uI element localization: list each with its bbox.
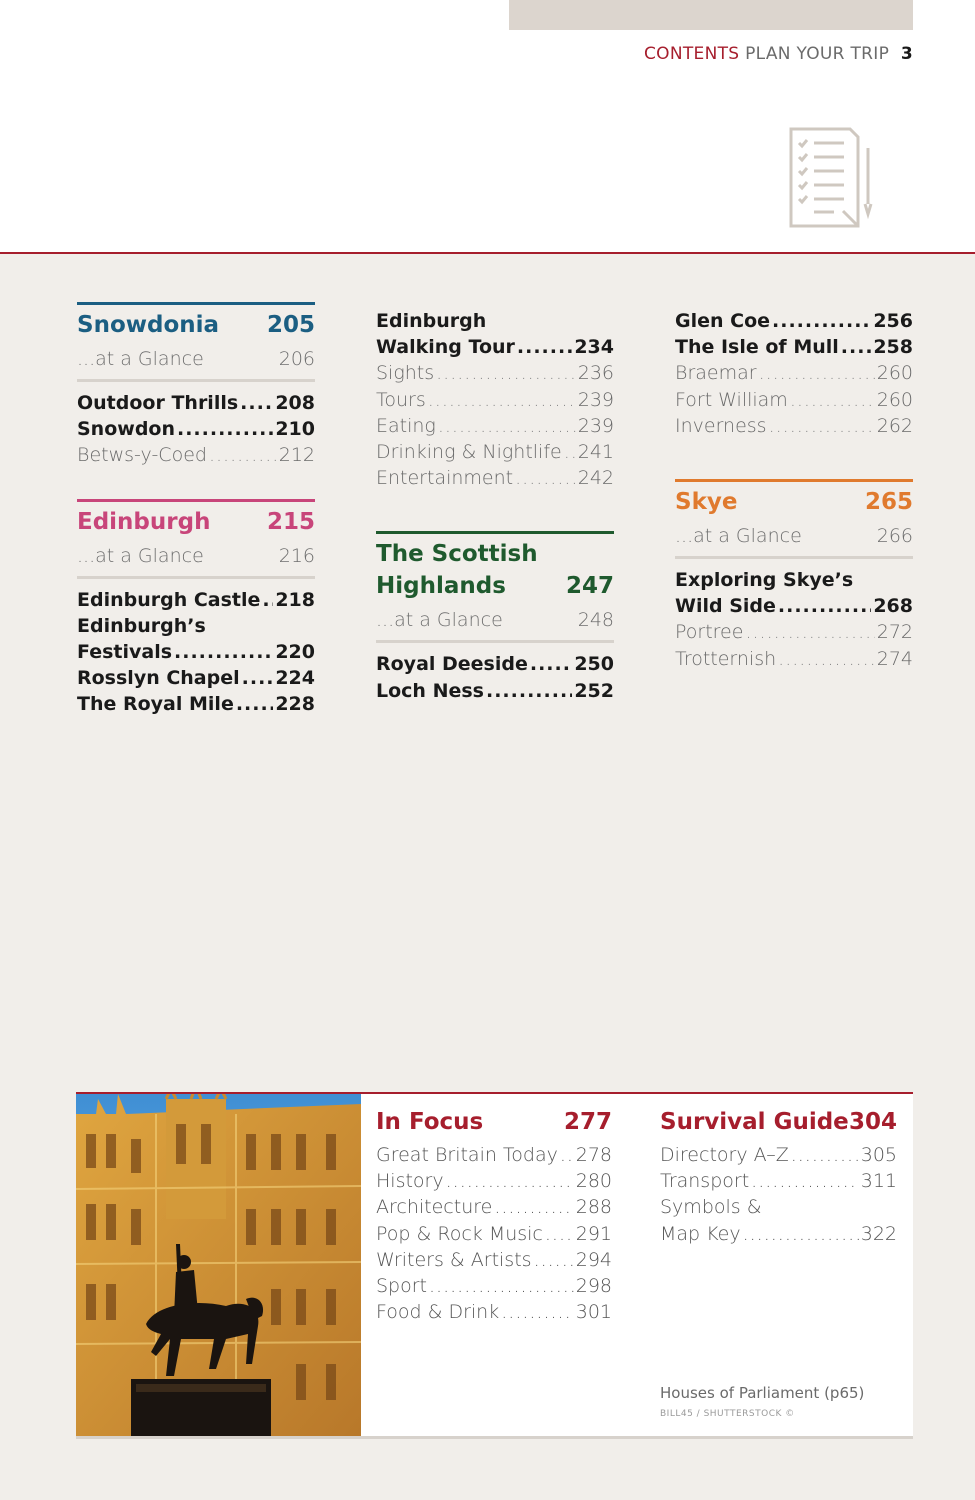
toc-entry[interactable] <box>376 1299 612 1325</box>
toc-entry[interactable] <box>376 1142 612 1168</box>
glance-label: ...at a Glance <box>77 348 204 370</box>
leader-dots <box>438 413 576 439</box>
toc-entry-label: Snowdon <box>77 418 175 441</box>
toc-entry[interactable] <box>675 387 913 413</box>
leader-dots <box>436 360 576 386</box>
toc-entry-page: 291 <box>575 1222 612 1245</box>
toc-entry[interactable] <box>660 1168 897 1194</box>
toc-entry-label: The Royal Mile <box>77 693 234 716</box>
page-header <box>0 0 975 254</box>
toc-entry[interactable] <box>376 360 614 386</box>
toc-entry[interactable] <box>77 665 315 691</box>
toc-entry-label: Walking Tour <box>376 336 515 359</box>
toc-entry[interactable] <box>376 1221 612 1247</box>
section-page: 215 <box>266 508 315 535</box>
running-head-contents: CONTENTS <box>644 44 740 64</box>
section-page: 277 <box>563 1109 612 1135</box>
toc-entry[interactable] <box>376 334 614 360</box>
leader-dots <box>790 387 875 413</box>
toc-entry-label: Map Key <box>660 1222 741 1245</box>
checklist-icon <box>788 126 876 230</box>
leader-dots <box>769 413 875 439</box>
toc-entry-page: 258 <box>873 336 913 359</box>
toc-entry-page: 280 <box>575 1170 612 1193</box>
leader-dots <box>446 1168 574 1194</box>
toc-entry-page: 305 <box>860 1144 897 1166</box>
section-title-in-focus[interactable] <box>376 1106 612 1138</box>
toc-entry-page: 311 <box>860 1170 897 1193</box>
toc-entry-page: 224 <box>275 667 315 690</box>
section-title: Highlands <box>376 573 506 600</box>
toc-entry-label: Edinburgh Castle <box>77 588 261 611</box>
toc-entry[interactable] <box>77 587 315 613</box>
toc-entry[interactable] <box>675 646 913 672</box>
leader-dots <box>791 1142 859 1168</box>
leader-dots <box>240 390 273 416</box>
toc-entry[interactable] <box>77 416 315 442</box>
toc-entry[interactable] <box>660 1221 897 1247</box>
toc-entry-page: 208 <box>275 392 315 414</box>
glance-link[interactable] <box>675 518 913 559</box>
toc-entry-label: Festivals <box>77 641 173 664</box>
leader-dots <box>759 360 875 386</box>
toc-entry-label: Eating <box>376 414 436 437</box>
section-title: Snowdonia <box>77 312 220 338</box>
section-title: Skye <box>675 489 738 516</box>
toc-entry-line[interactable]: Edinburgh’s <box>77 614 206 637</box>
toc-entry-page: 268 <box>873 595 913 618</box>
toc-entry-page: 241 <box>577 441 614 464</box>
toc-entry-page: 272 <box>876 621 913 644</box>
toc-entry-page: 242 <box>577 467 614 490</box>
toc-entry[interactable] <box>376 651 614 677</box>
leader-dots <box>177 416 273 442</box>
leader-dots <box>515 465 576 491</box>
toc-entry-label: History <box>376 1170 444 1193</box>
toc-entry-page: 262 <box>876 414 913 437</box>
glance-page: 216 <box>278 544 315 567</box>
toc-entry[interactable] <box>675 619 913 645</box>
toc-entry-label: Tours <box>376 388 426 411</box>
leader-dots <box>534 1247 574 1273</box>
toc-entry-page: 298 <box>575 1275 612 1298</box>
toc-entry-page: 220 <box>275 641 315 664</box>
section-title: In Focus <box>376 1109 484 1135</box>
toc-entry[interactable] <box>660 1142 897 1168</box>
section-title-highlands-line2[interactable] <box>376 570 614 602</box>
leader-dots <box>564 439 576 465</box>
running-head <box>644 44 913 64</box>
toc-entry-label: Trotternish <box>675 647 777 670</box>
toc-entry-label: Inverness <box>675 414 767 437</box>
contents-column-3 <box>675 308 913 694</box>
toc-entry-label: Wild Side <box>675 595 776 618</box>
toc-entry[interactable] <box>376 1273 612 1299</box>
toc-entry-page: 274 <box>876 647 913 670</box>
toc-entry-label: Sport <box>376 1275 428 1298</box>
section-skye <box>675 479 913 672</box>
glance-link[interactable] <box>77 341 315 382</box>
toc-entry-label: Architecture <box>376 1196 493 1219</box>
section-title-survival-guide[interactable] <box>660 1106 897 1138</box>
leader-dots <box>486 678 572 704</box>
toc-entry[interactable] <box>77 691 315 717</box>
toc-entry-page: 212 <box>278 444 315 467</box>
toc-entry-line[interactable]: Edinburgh <box>376 310 487 332</box>
toc-entry[interactable] <box>376 413 614 439</box>
survival-guide-column <box>660 1106 897 1247</box>
toc-entry[interactable] <box>77 390 315 416</box>
section-title: Survival Guide <box>660 1109 849 1135</box>
glance-link[interactable] <box>376 602 614 643</box>
leader-dots <box>209 442 277 468</box>
toc-entry[interactable] <box>376 1247 612 1273</box>
toc-entry-page: 260 <box>876 362 913 385</box>
toc-entry[interactable] <box>376 465 614 491</box>
leader-dots <box>501 1299 574 1325</box>
toc-entry-label: Directory A–Z <box>660 1144 789 1166</box>
toc-entry-label: Royal Deeside <box>376 653 528 676</box>
toc-entry-page: 288 <box>575 1196 612 1219</box>
toc-entry-page: 294 <box>575 1248 612 1271</box>
toc-entry[interactable] <box>675 334 913 360</box>
toc-entry[interactable] <box>376 387 614 413</box>
bottom-panel <box>76 1092 913 1439</box>
toc-entry-page: 210 <box>275 418 315 441</box>
glance-page: 206 <box>278 348 315 370</box>
toc-entry-label: Outdoor Thrills <box>77 392 239 414</box>
toc-entry-label: The Isle of Mull <box>675 336 839 359</box>
leader-dots <box>494 1194 573 1220</box>
toc-entry-page: 301 <box>575 1301 612 1324</box>
toc-entry[interactable] <box>376 1168 612 1194</box>
section-page: 247 <box>565 573 614 600</box>
section-title-skye[interactable] <box>675 486 913 518</box>
toc-entry-page: 236 <box>577 362 614 385</box>
toc-entry-label: Loch Ness <box>376 679 484 702</box>
section-title: The Scottish <box>376 541 538 568</box>
toc-entry-page: 322 <box>860 1222 897 1245</box>
section-title-snowdonia[interactable] <box>77 309 315 341</box>
toc-entry-label: Sights <box>376 362 435 385</box>
section-edinburgh <box>77 499 315 718</box>
toc-entry-label: Transport <box>660 1170 750 1193</box>
leader-dots <box>242 665 274 691</box>
toc-entry[interactable] <box>675 413 913 439</box>
photo-credit: BILL45 / SHUTTERSTOCK © <box>660 1409 795 1419</box>
leader-dots <box>517 334 572 360</box>
toc-entry-label: Betws-y-Coed <box>77 444 207 467</box>
leader-dots <box>745 619 874 645</box>
page-number: 3 <box>900 44 913 64</box>
toc-entry-label: Fort William <box>675 388 788 411</box>
toc-entry-label: Glen Coe <box>675 310 771 332</box>
glance-page: 248 <box>577 609 614 632</box>
photo-caption: Houses of Parliament (p65) <box>660 1384 865 1402</box>
toc-entry-label: Rosslyn Chapel <box>77 667 240 690</box>
leader-dots <box>174 639 273 665</box>
leader-dots <box>772 308 871 334</box>
section-page: 205 <box>266 312 315 338</box>
toc-entry-label: Great Britain Today <box>376 1144 558 1166</box>
leader-dots <box>545 1221 574 1247</box>
leader-dots <box>841 334 872 360</box>
toc-entry[interactable] <box>77 442 315 468</box>
toc-entry-label: Entertainment <box>376 467 514 490</box>
toc-entry[interactable] <box>675 593 913 619</box>
toc-entry[interactable] <box>675 308 913 334</box>
glance-link[interactable] <box>77 538 315 579</box>
running-head-section: PLAN YOUR TRIP <box>745 44 890 64</box>
section-title-edinburgh[interactable] <box>77 506 315 538</box>
contents-column-2 <box>376 308 614 726</box>
section-scottish-highlands <box>376 531 614 703</box>
glance-label: ...at a Glance <box>77 544 204 567</box>
section-title: Edinburgh <box>77 508 211 535</box>
toc-entry[interactable] <box>376 439 614 465</box>
toc-entry-label: Drinking & Nightlife <box>376 441 562 464</box>
section-title-highlands-line1[interactable] <box>376 538 614 570</box>
section-page: 304 <box>848 1109 897 1135</box>
in-focus-column <box>376 1106 612 1325</box>
toc-entry-page: 278 <box>575 1144 612 1166</box>
glance-page: 266 <box>876 525 913 548</box>
leader-dots <box>743 1221 859 1247</box>
leader-dots <box>560 1142 574 1168</box>
toc-entry-page: 239 <box>577 414 614 437</box>
section-highlands-continued <box>675 308 913 439</box>
leader-dots <box>778 646 875 672</box>
toc-entry-line[interactable]: Exploring Skye’s <box>675 569 854 592</box>
leader-dots <box>778 593 871 619</box>
toc-entry[interactable] <box>77 639 315 665</box>
leader-dots <box>428 387 576 413</box>
toc-entry[interactable] <box>376 1194 612 1220</box>
leader-dots <box>236 691 274 717</box>
houses-of-parliament-photo <box>76 1094 361 1436</box>
leader-dots <box>429 1273 574 1299</box>
leader-dots <box>751 1168 859 1194</box>
toc-entry-label: Braemar <box>675 362 757 385</box>
toc-entry-page: 239 <box>577 388 614 411</box>
toc-entry-page: 234 <box>574 336 614 359</box>
toc-entry-page: 218 <box>275 588 315 611</box>
section-snowdonia <box>77 302 315 469</box>
section-walking-tour <box>376 308 614 491</box>
leader-dots <box>530 651 572 677</box>
toc-entry-page: 256 <box>873 310 913 332</box>
contents-column-1 <box>77 302 315 740</box>
toc-entry-label: Writers & Artists <box>376 1248 532 1271</box>
leader-dots <box>262 587 273 613</box>
toc-entry[interactable] <box>675 360 913 386</box>
toc-entry-page: 250 <box>574 653 614 676</box>
toc-entry-label: Portree <box>675 621 744 644</box>
glance-label: ...at a Glance <box>376 609 503 632</box>
toc-entry[interactable] <box>376 678 614 704</box>
section-page: 265 <box>864 489 913 516</box>
toc-entry-line[interactable]: Symbols & <box>660 1196 762 1219</box>
toc-entry-page: 252 <box>574 679 614 702</box>
toc-entry-page: 228 <box>275 693 315 716</box>
toc-entry-page: 260 <box>876 388 913 411</box>
toc-entry-label: Food & Drink <box>376 1301 500 1324</box>
toc-entry-label: Pop & Rock Music <box>376 1222 543 1245</box>
glance-label: ...at a Glance <box>675 525 802 548</box>
header-tab-bar <box>509 0 913 30</box>
